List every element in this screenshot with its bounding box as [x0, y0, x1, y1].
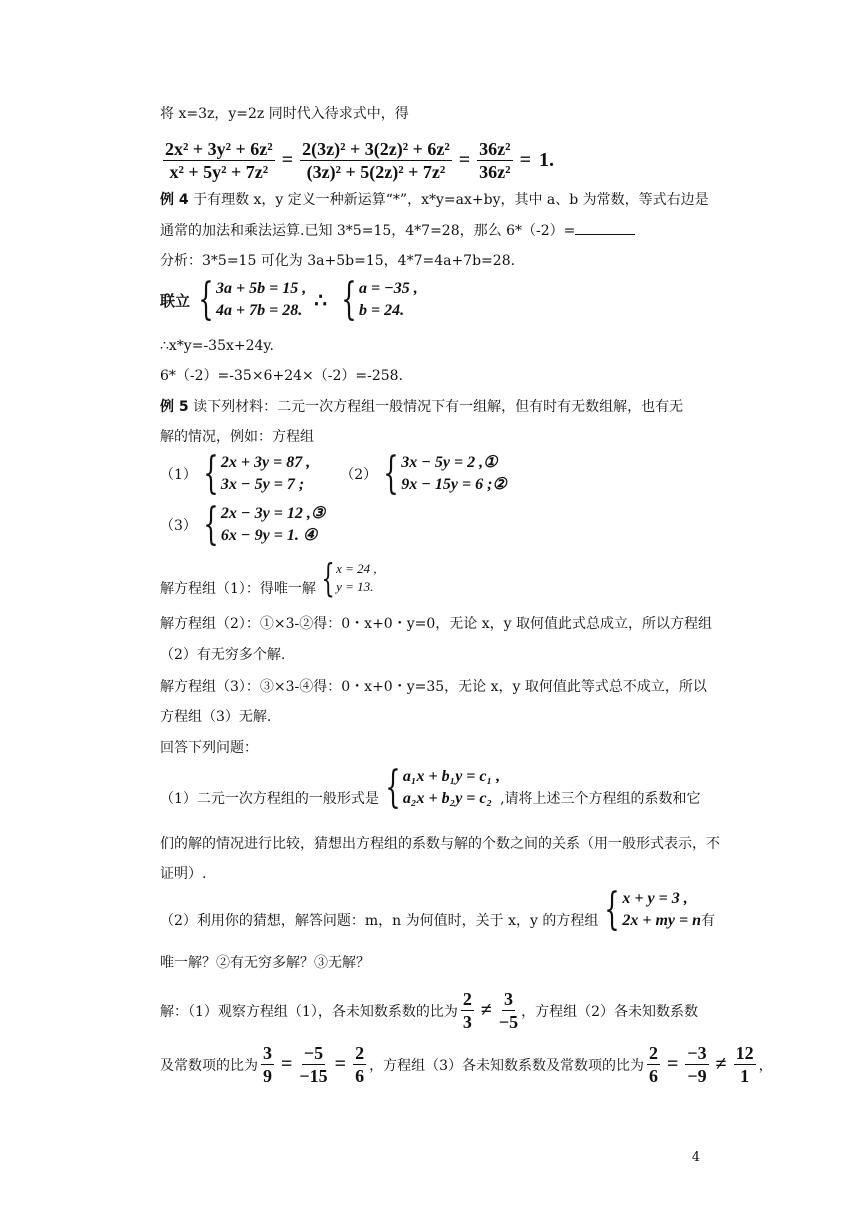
solve-2-line-1: 解方程组（2）：①×3-②得：0・x+0・y=0，无论 x，y 取何值此式总成立，所以方程组: [160, 616, 712, 632]
question-1-line: （1）二元一次方程组的一般形式是 { a₁x + b₁y = c₁ , a₂x + b₂y = c₂ ,请将上述三个方程组的系数和它: [160, 762, 701, 813]
answer-heading: 回答下列问题：: [160, 740, 258, 756]
solve-3-line-2: 方程组（3）无解.: [160, 709, 272, 725]
question-2-line-2: 唯一解？②有无穷多解？③无解？: [160, 955, 370, 971]
intro-line: 将 x=3z，y=2z 同时代入待求式中，得: [160, 106, 409, 122]
question-1-line-3: 证明）.: [160, 866, 207, 882]
solution-line-2: 及常数项的比为 $\frac{3}{9}$ = $\frac{-5}{-15}$ = $\frac{2}{6}$ ，方程组（3）各未知数系数及常数项的比为 $\frac{2}{6}$ = $\frac{-3}{-9}$ ≠ $\frac{12}{1}$ ，: [160, 1043, 773, 1086]
analysis-line: 分析：3*5=15 可化为 3a+5b=15，4*7=4a+7b=28.: [160, 253, 516, 269]
xy-result: ∴x*y=-35x+24y.: [160, 338, 274, 354]
equation-1: $\frac{\text{2x² + 3y² + 6z²}}{\text{x² + 5y² + 7z²}}$ = $\frac{\text{2(3z)² + 3(2z)² + 6z²}}{\text{(3z)² + 5(2z)² + 7z²}}$ = $\frac{\text{36z²}}{\text{36z²}}$ = 1.: [165, 139, 554, 182]
solve-2-line-2: （2）有无穷多个解.: [160, 647, 286, 663]
page-number: 4: [691, 1150, 700, 1165]
example-4-line-1: 例 4 于有理数 x，y 定义一种新运算“*”，x*y=ax+by，其中 a、b 为常数，等式右边是: [160, 192, 709, 208]
question-1-line-2: 们的解的情况进行比较，猜想出方程组的系数与解的个数之间的关系（用一般形式表示，不: [160, 836, 720, 852]
example-5-line-2: 解的情况，例如：方程组: [160, 429, 314, 445]
system-1-2: （1） { 2x + 3y = 87 , 3x − 5y = 7 ; （2） { 3x − 5y = 2 ,① 9x − 15y = 6 ;②: [160, 448, 507, 499]
example-5-line-1: 例 5 读下列材料：二元一次方程组一般情况下有一组解，但有时有无数组解，也有无: [160, 399, 684, 415]
system-lianli: 联立 { 3a + 5b = 15 , 4a + 7b = 28. ∴ { a = −35 , b = 24.: [160, 274, 418, 325]
six-result: 6*（-2）=-35×6+24×（-2）=-258.: [160, 368, 404, 384]
question-2-line: （2）利用你的猜想，解答问题：m，n 为何值时，关于 x，y 的方程组 { x + y = 3 , 2x + my = n 有: [160, 884, 716, 935]
solution-1: 解方程组（1）：得唯一解 { x = 24 , y = 13.: [160, 556, 377, 600]
system-3: （3） { 2x − 3y = 12 ,③ 6x − 9y = 1. ④: [160, 499, 326, 550]
solution-line-1: 解：（1）观察方程组（1），各未知数系数的比为 $\frac{2}{3}$ ≠ $\frac{3}{-5}$ ，方程组（2）各未知数系数: [160, 989, 698, 1032]
solve-3-line-1: 解方程组（3）：③×3-④得：0・x+0・y=35，无论 x，y 取何值此等式总不成立，所以: [160, 679, 707, 695]
example-4-line-2: 通常的加法和乘法运算.已知 3*5=15，4*7=28，那么 6*（-2）=: [160, 220, 635, 241]
